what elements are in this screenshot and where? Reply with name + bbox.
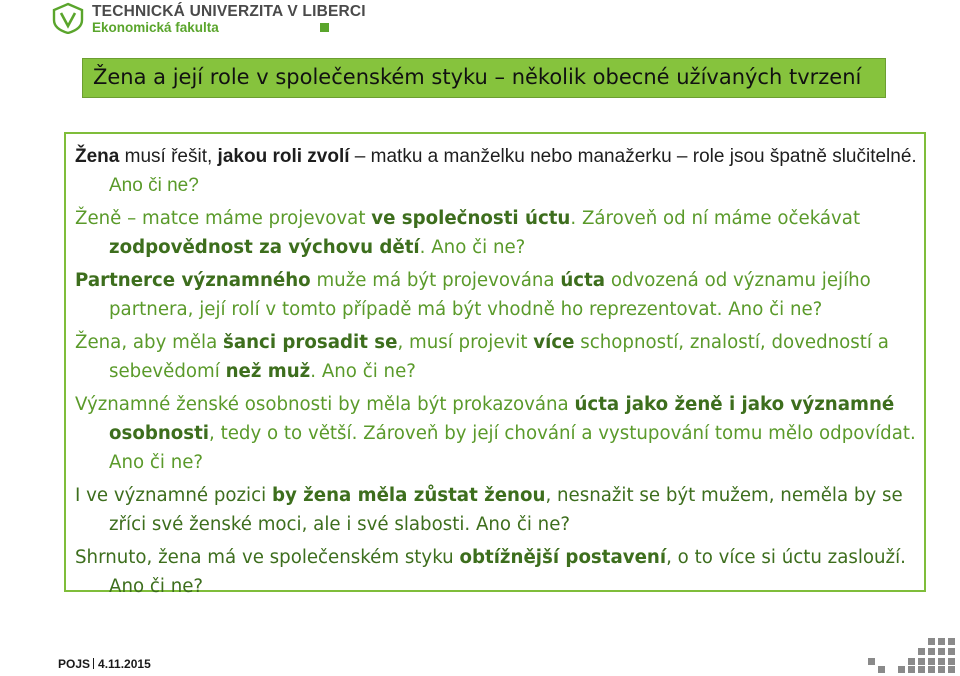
logo-square-icon (320, 23, 329, 32)
footer (58, 657, 151, 671)
paragraph-text: Ženě – matce máme projevovat (75, 208, 372, 229)
decorative-square-pattern-icon (868, 638, 956, 674)
paragraph-text: by žena měla zůstat ženou (271, 485, 546, 506)
paragraph-text: více (533, 332, 575, 353)
paragraph-text: I ve významné pozici (75, 485, 272, 506)
paragraph-text: , musí projevit (397, 332, 534, 353)
paragraph-text: odvozená od významu jejího partnera, její rolí v tomto případě má být vhodně ho reprezentovat. Ano či ne? (109, 270, 871, 320)
paragraph (75, 204, 919, 262)
paragraph-text: ve společnosti úctu (371, 208, 571, 229)
paragraph-text: schopností, znalostí, dovedností a sebevědomí (109, 332, 889, 382)
paragraph-text: Žena, aby měla (75, 332, 224, 353)
university-emblem-icon (52, 2, 84, 34)
paragraph-text: . Ano či ne? (419, 237, 526, 258)
footer-separator (93, 658, 94, 669)
paragraph-text: , o to více si úctu zaslouží. Ano či ne? (109, 547, 906, 597)
paragraph (75, 481, 919, 539)
university-logo (52, 2, 366, 36)
paragraph-text: úcta (560, 270, 606, 291)
paragraph (75, 142, 919, 200)
paragraph-text: Partnerce významného (75, 270, 311, 291)
paragraph-text: šanci prosadit se (223, 332, 398, 353)
paragraph-text: musí řešit, (119, 146, 218, 167)
paragraph-text: zodpovědnost za výchovu dětí (109, 237, 420, 258)
paragraph (75, 266, 919, 324)
paragraph-text: – matku a manželku nebo manažerku – role jsou špatně slučitelné. (349, 146, 917, 167)
paragraph (75, 543, 919, 601)
paragraph-text: , nesnažit se být mužem, neměla by se zříci své ženské moci, ale i své slabosti. Ano či ne? (109, 485, 903, 535)
slide-title: Žena a její role v společenském styku – několik obecné užívaných tvrzení (93, 65, 862, 89)
paragraph-text: než muž (225, 361, 311, 382)
paragraph-text: . Zároveň od ní máme očekávat (570, 208, 861, 229)
paragraph (75, 390, 919, 477)
paragraph-text: Shrnuto, žena má ve společenském styku (75, 547, 460, 568)
slide-title-box (82, 58, 886, 98)
paragraph-text: , tedy o to větší. Zároveň by její chování a vystupování tomu mělo odpovídat. Ano či ne? (109, 423, 916, 473)
paragraph-text: obtížnější postavení (459, 547, 667, 568)
paragraph-text: Žena (75, 146, 120, 167)
paragraph-text: jakou roli zvolí (217, 146, 350, 167)
paragraph-text: úcta jako ženě i jako významné osobnosti (109, 394, 895, 444)
paragraph-list (75, 142, 919, 605)
footer-date: 4.11.2015 (98, 657, 151, 671)
paragraph (75, 328, 919, 386)
university-name: TECHNICKÁ UNIVERZITA V LIBERCI (92, 3, 366, 20)
footer-course: POJS (58, 657, 91, 671)
faculty-name: Ekonomická fakulta (92, 20, 219, 35)
content-box (64, 132, 926, 597)
paragraph-text: Ano či ne? (109, 175, 199, 196)
paragraph-text: . Ano či ne? (310, 361, 416, 382)
paragraph-text: Významné ženské osobnosti by měla být prokazována (75, 394, 575, 415)
paragraph-text: muže má být projevována (310, 270, 561, 291)
